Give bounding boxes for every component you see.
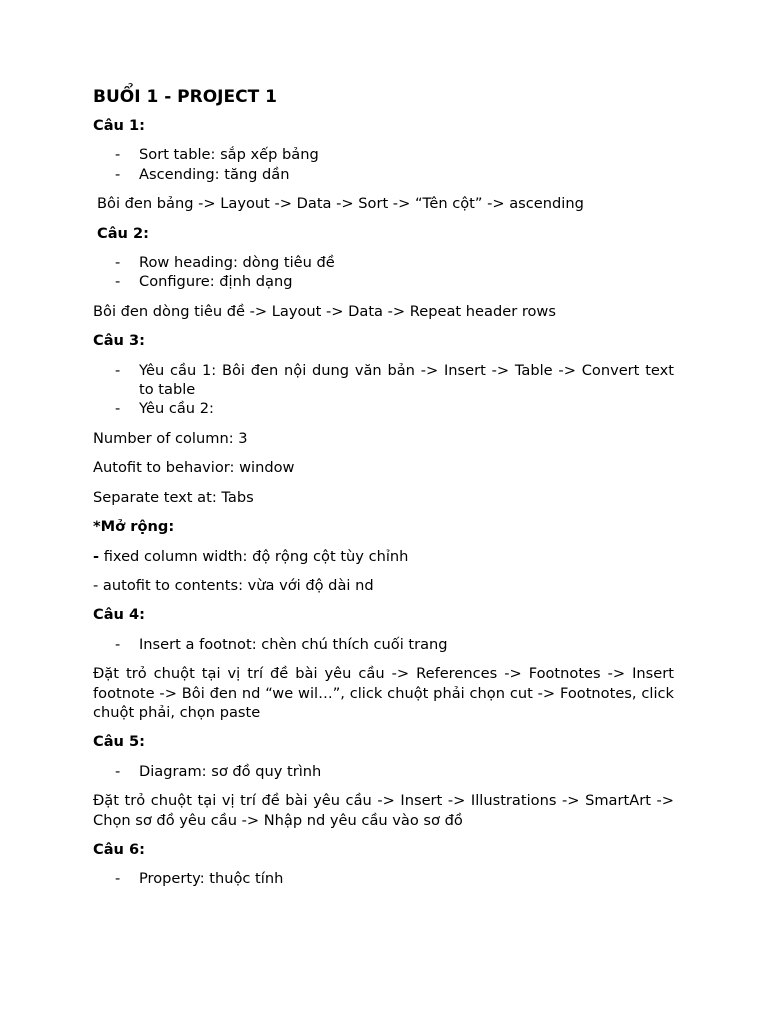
list-dash: - [115,273,121,291]
question-1-heading: Câu 1: [93,117,146,134]
question-5-steps: Đặt trỏ chuột tại vị trí đề bài yêu cầu -> Insert -> Illustrations -> SmartArt -> Chọn sơ đồ yêu cầu -> Nhập nd yêu cầu vào sơ đồ [93,792,674,829]
list-dash: - [115,146,121,164]
list-item: - Sort table: sắp xếp bảng [115,146,319,164]
question-6-list [93,869,674,888]
question-5-list [93,762,674,781]
question-4-list [93,635,674,654]
list-item: - Insert a footnot: chèn chú thích cuối trang [115,635,448,653]
number-of-column-line: Number of column: 3 [93,429,248,447]
list-item: - Yêu cầu 2: [115,400,214,418]
list-dash: - [115,361,121,379]
list-dash: - [115,762,121,780]
question-5-heading: Câu 5: [93,733,146,751]
extension-heading: *Mở rộng: [93,518,175,536]
separate-text-line: Separate text at: Tabs [93,488,254,506]
list-item: - Row heading: dòng tiêu đề [115,254,335,272]
question-3-list [93,361,674,419]
list-dash: - [115,870,121,888]
document-body [93,86,674,899]
question-3-heading: Câu 3: [93,332,146,350]
document-title: BUỔI 1 - PROJECT 1 [93,87,277,107]
list-dash: - [115,254,121,272]
list-dash: - [115,635,121,653]
question-1-steps: Bôi đen bảng -> Layout -> Data -> Sort -> “Tên cột” -> ascending [97,195,584,213]
list-item: - Ascending: tăng dần [115,165,290,183]
list-item: - Yêu cầu 1: Bôi đen nội dung văn bản -> Insert -> Table -> Convert text to table [115,361,674,399]
extension-item-fixed-width: - fixed column width: độ rộng cột tùy chỉnh [93,547,409,565]
list-dash: - [115,400,121,418]
question-2-steps: Bôi đen dòng tiêu đề -> Layout -> Data -> Repeat header rows [93,302,556,320]
question-4-heading: Câu 4: [93,606,146,624]
question-4-steps: Đặt trỏ chuột tại vị trí đề bài yêu cầu -> References -> Footnotes -> Insert footnote -> Bôi đen nd “we wil…”, click chuột phải chọn cut -> Footnotes, click chuột phải, chọn paste [93,665,674,721]
autofit-behavior-line: Autofit to behavior: window [93,459,295,477]
extension-item-autofit: - autofit to contents: vừa với độ dài nd [93,576,374,594]
list-item: - Property: thuộc tính [115,870,284,888]
question-2-list [93,253,674,292]
question-2-heading: Câu 2: [97,224,150,242]
list-item: - Configure: định dạng [115,273,293,291]
question-6-heading: Câu 6: [93,840,146,858]
list-item: - Diagram: sơ đồ quy trình [115,762,322,780]
list-dash: - [115,165,121,183]
question-1-list [93,145,674,184]
